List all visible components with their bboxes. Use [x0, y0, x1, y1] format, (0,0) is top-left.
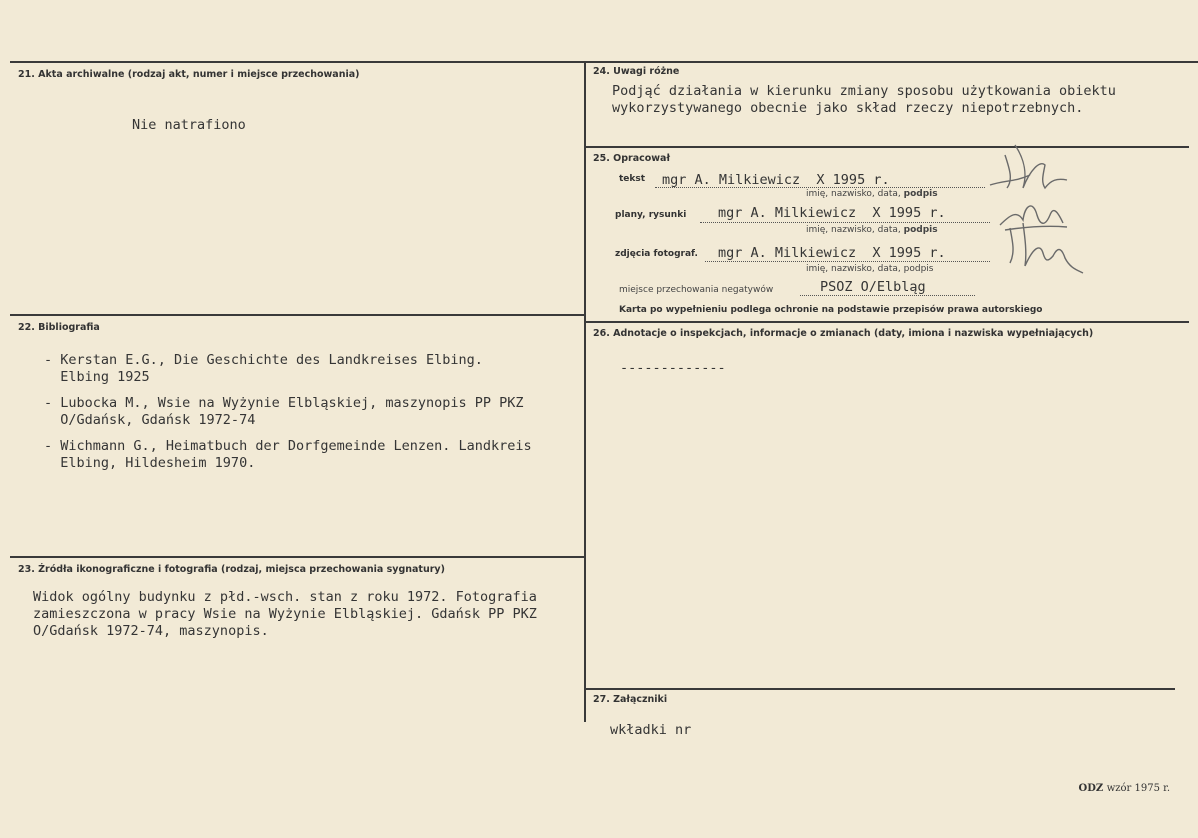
bibliography-item: - Lubocka M., Wsie na Wyżynie Elbląskiej, maszynopis PP PKZ O/Gdańsk, Gdańsk 1972-74	[44, 395, 524, 428]
section-24-label: 24. Uwagi różne	[593, 66, 680, 77]
row-sublabel-tekst: imię, nazwisko, data, podpis	[806, 189, 938, 199]
bibliography-item: - Wichmann G., Heimatbuch der Dorfgemeinde Lenzen. Landkreis Elbing, Hildesheim 1970.	[44, 438, 532, 471]
section-26-label: 26. Adnotacje o inspekcjach, informacje o zmianach (daty, imiona i nazwiska wypełniających)	[593, 328, 1094, 339]
bibliography-list	[44, 352, 532, 481]
row-sublabel-plany: imię, nazwisko, data, podpis	[806, 225, 938, 235]
bibliography-item: - Kerstan E.G., Die Geschichte des Landkreises Elbing. Elbing 1925	[44, 352, 483, 385]
signature-1	[985, 140, 1085, 195]
row-label-tekst: tekst	[619, 174, 646, 184]
form-code: ODZ wzór 1975 r.	[1078, 783, 1170, 794]
divider-21-22	[10, 314, 584, 316]
row-value-zdjecia: mgr A. Milkiewicz X 1995 r.	[718, 245, 946, 261]
divider-25-26	[585, 321, 1189, 323]
section-21-text: Nie natrafiono	[132, 117, 246, 133]
row-sublabel-zdjecia: imię, nazwisko, data, podpis	[806, 264, 934, 274]
section-21-label: 21. Akta archiwalne (rodzaj akt, numer i miejsce przechowania)	[18, 69, 360, 80]
center-divider	[584, 62, 586, 722]
row-underline	[705, 261, 990, 262]
divider-22-23	[10, 556, 584, 558]
section-23-label: 23. Źródła ikonograficzne i fotografia (rodzaj, miejsca przechowania sygnatury)	[18, 564, 445, 575]
negatives-label: miejsce przechowania negatywów	[619, 285, 774, 295]
row-underline	[700, 222, 990, 223]
section-27-label: 27. Załączniki	[593, 694, 668, 705]
signature-3	[995, 218, 1090, 278]
section-23-text: Widok ogólny budynku z płd.-wsch. stan z roku 1972. Fotografia zamieszczona w pracy Wsie na Wyżynie Elbląskiej. Gdańsk PP PKZ O/Gdańsk 1972-74, maszynopis.	[33, 589, 537, 639]
section-26-text: -------------	[620, 360, 726, 376]
negatives-value: PSOZ O/Elbląg	[820, 279, 926, 295]
copyright-note: Karta po wypełnieniu podlega ochronie na podstawie przepisów prawa autorskiego	[619, 305, 1043, 315]
section-27-text: wkładki nr	[610, 722, 692, 738]
top-rule	[10, 61, 1198, 63]
negatives-underline	[800, 295, 975, 296]
row-underline	[655, 187, 985, 188]
row-value-plany: mgr A. Milkiewicz X 1995 r.	[718, 205, 946, 221]
row-label-plany: plany, rysunki	[615, 210, 687, 220]
row-label-zdjecia: zdjęcia fotograf.	[615, 249, 698, 259]
divider-26-27	[585, 688, 1175, 690]
section-24-text: Podjąć działania w kierunku zmiany sposobu użytkowania obiektu wykorzystywanego obecnie jako skład rzeczy niepotrzebnych.	[612, 83, 1116, 116]
row-value-tekst: mgr A. Milkiewicz X 1995 r.	[662, 172, 890, 188]
section-22-label: 22. Bibliografia	[18, 322, 100, 333]
section-25-label: 25. Opracował	[593, 153, 670, 164]
divider-24-25	[585, 146, 1189, 148]
